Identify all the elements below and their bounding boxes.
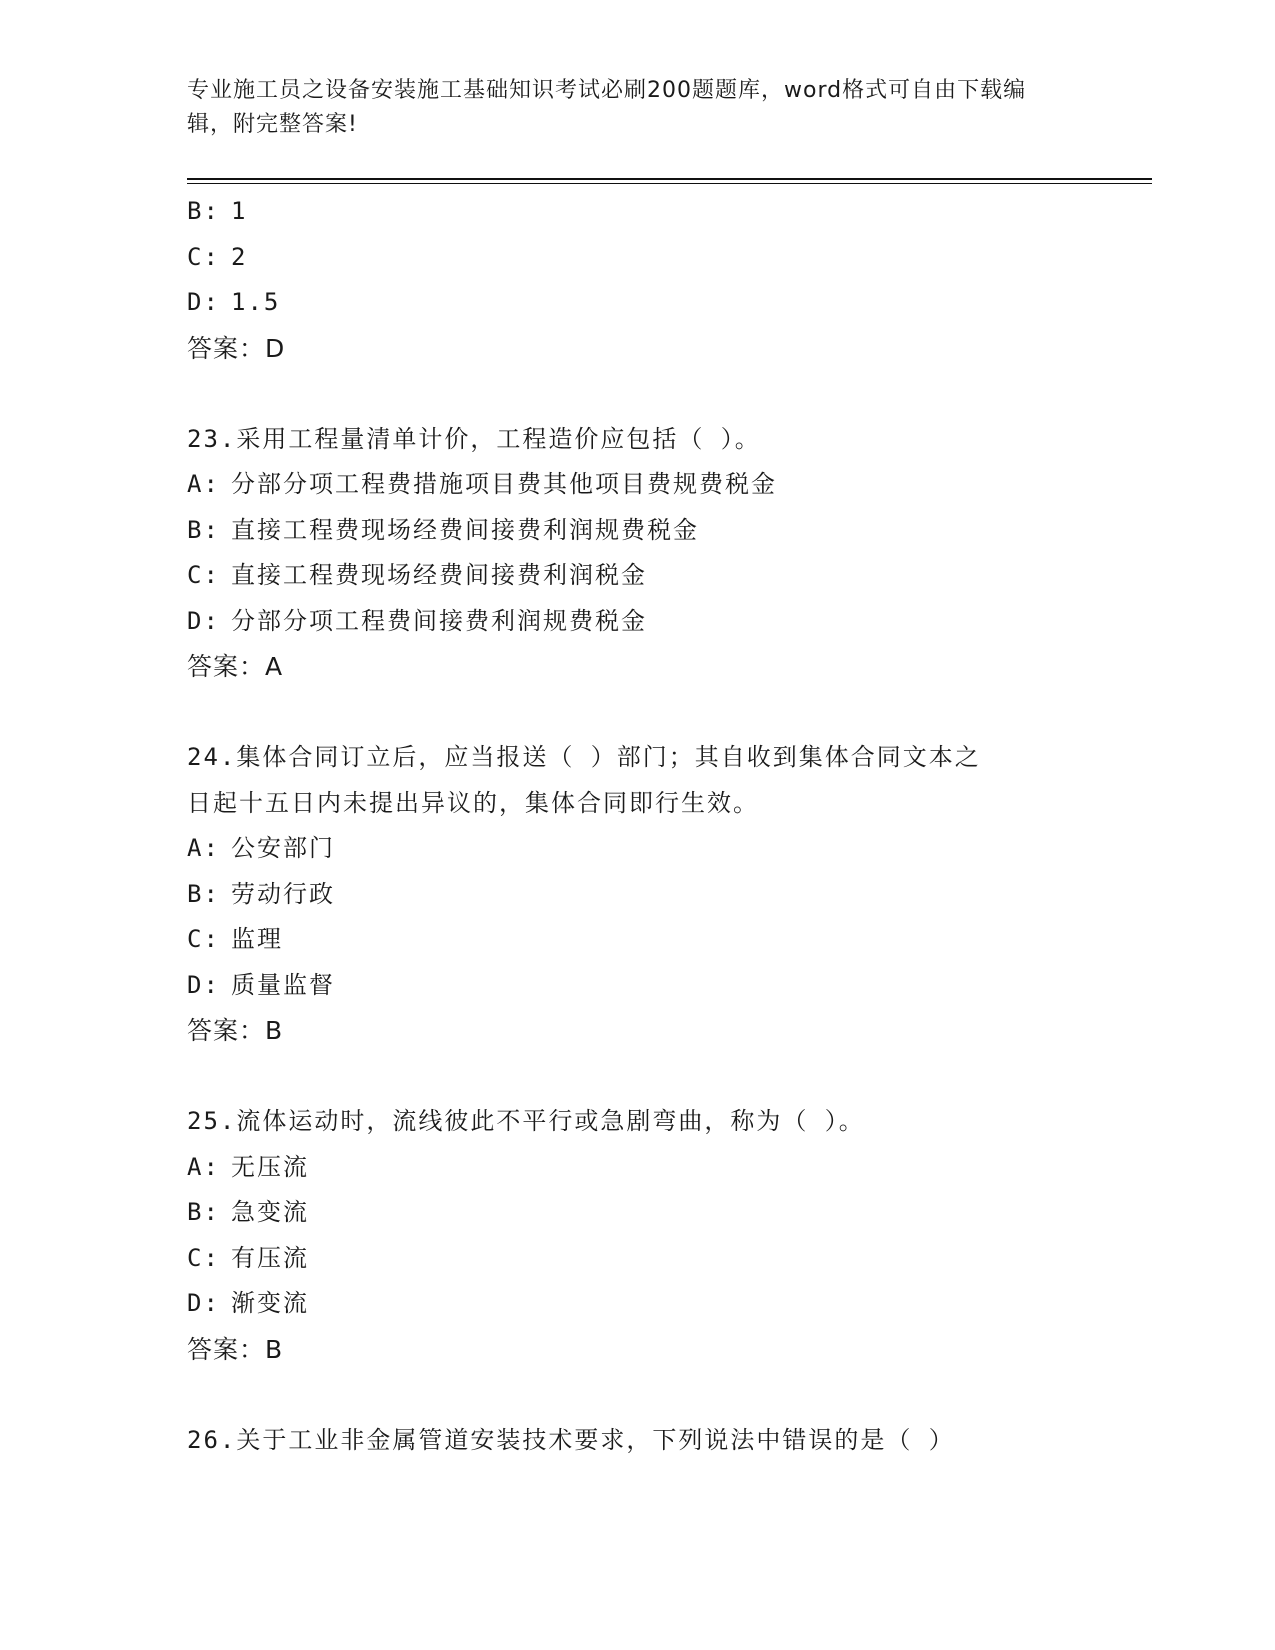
option-row xyxy=(187,189,1152,235)
option-text: 1.5 xyxy=(231,288,281,316)
option-key: A: xyxy=(187,1152,220,1181)
question-stem: 26.关于工业非金属管道安装技术要求，下列说法中错误的是（ ） xyxy=(187,1425,955,1454)
document-header xyxy=(187,74,1067,142)
header-divider-thick xyxy=(187,178,1152,180)
option-text: 直接工程费现场经费间接费利润规费税金 xyxy=(231,515,699,544)
option-row xyxy=(187,553,1152,599)
option-key: C: xyxy=(187,561,220,589)
option-key: B: xyxy=(187,515,220,544)
question-stem: 23.采用工程量清单计价，工程造价应包括（ ）。 xyxy=(187,424,761,453)
answer-line: 答案：B xyxy=(187,1016,284,1045)
option-key: C: xyxy=(187,242,220,271)
option-row xyxy=(187,1281,1152,1327)
spacer xyxy=(187,1054,1152,1100)
option-row xyxy=(187,963,1152,1009)
option-text: 有压流 xyxy=(231,1243,309,1272)
option-row xyxy=(187,872,1152,918)
option-text: 监理 xyxy=(231,925,283,953)
header-divider-thin xyxy=(187,183,1152,184)
option-key: B: xyxy=(187,879,220,908)
option-text: 无压流 xyxy=(231,1152,309,1181)
option-row xyxy=(187,599,1152,645)
spacer xyxy=(187,371,1152,417)
answer-line: 答案：B xyxy=(187,1334,284,1364)
option-key: B: xyxy=(187,1198,220,1226)
answer-line: 答案：D xyxy=(187,333,286,363)
answer-line: 答案：A xyxy=(187,652,284,681)
option-key: A: xyxy=(187,834,220,862)
question-stem: 25.流体运动时，流线彼此不平行或急剧弯曲，称为（ ）。 xyxy=(187,1107,865,1135)
question-stem-line-2: 日起十五日内未提出异议的，集体合同即行生效。 xyxy=(187,788,759,817)
option-text: 分部分项工程费间接费利润规费税金 xyxy=(231,606,647,635)
option-row xyxy=(187,1145,1152,1191)
option-text: 2 xyxy=(231,242,248,271)
spacer xyxy=(187,690,1152,736)
option-text: 直接工程费现场经费间接费利润税金 xyxy=(231,561,647,589)
option-text: 公安部门 xyxy=(231,834,335,862)
option-row xyxy=(187,462,1152,508)
option-row xyxy=(187,235,1152,281)
header-text: 专业施工员之设备安装施工基础知识考试必刷200题题库，word格式可自由下载编辑，附完整答案! xyxy=(187,78,1027,137)
option-key: C: xyxy=(187,1243,220,1272)
option-row xyxy=(187,280,1152,326)
option-key: D: xyxy=(187,1289,220,1317)
option-key: C: xyxy=(187,925,220,953)
option-key: A: xyxy=(187,470,220,498)
option-row xyxy=(187,508,1152,554)
option-text: 分部分项工程费措施项目费其他项目费规费税金 xyxy=(231,470,777,498)
option-row xyxy=(187,1236,1152,1282)
option-row xyxy=(187,917,1152,963)
option-text: 质量监督 xyxy=(231,970,335,999)
option-row xyxy=(187,1190,1152,1236)
option-key: D: xyxy=(187,970,220,999)
option-text: 急变流 xyxy=(231,1198,309,1226)
question-stem-line-1: 24.集体合同订立后，应当报送（ ）部门；其自收到集体合同文本之 xyxy=(187,743,981,771)
option-key: B: xyxy=(187,197,220,225)
option-text: 渐变流 xyxy=(231,1289,309,1317)
question-list xyxy=(187,189,1152,1463)
option-text: 1 xyxy=(231,197,248,225)
option-row xyxy=(187,826,1152,872)
option-key: D: xyxy=(187,288,220,316)
spacer xyxy=(187,1372,1152,1418)
option-key: D: xyxy=(187,606,220,635)
option-text: 劳动行政 xyxy=(231,879,335,908)
